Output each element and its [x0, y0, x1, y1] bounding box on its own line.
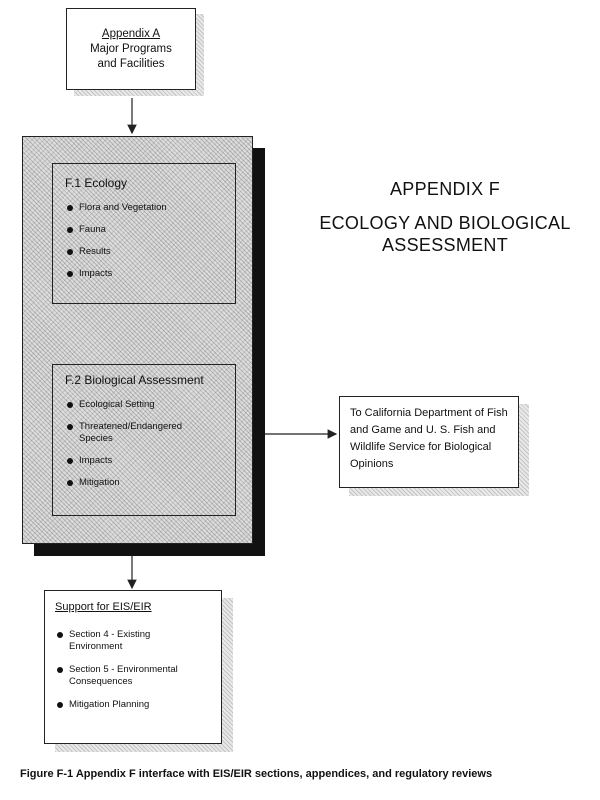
- f1-ecology-box: [52, 163, 236, 304]
- f1-item: Fauna: [65, 224, 225, 236]
- appendix-a-title: Appendix A: [101, 28, 161, 40]
- appendix-a-line1: Major Programs: [90, 43, 172, 55]
- f1-item: Impacts: [65, 268, 225, 280]
- f2-item: Ecological Setting: [65, 399, 225, 411]
- support-item: Mitigation Planning: [55, 699, 213, 711]
- california-box: [339, 396, 519, 488]
- support-title: Support for EIS/EIR: [55, 601, 152, 613]
- appendix-a-box: [66, 8, 196, 90]
- figure-caption: Figure F-1 Appendix F interface with EIS/EIR sections, appendices, and regulatory reviews: [20, 768, 493, 780]
- f2-item: Impacts: [65, 455, 225, 467]
- heading-line1: APPENDIX F: [389, 179, 501, 199]
- f2-item: Threatened/Endangered Species: [65, 421, 209, 445]
- f2-biological-assessment-box: [52, 364, 236, 516]
- heading-line3: ASSESSMENT: [381, 235, 509, 255]
- appendix-heading: [300, 178, 590, 256]
- f1-item: Flora and Vegetation: [65, 202, 225, 214]
- support-list: [55, 629, 213, 711]
- f1-title: F.1 Ecology: [65, 176, 128, 190]
- f2-item: Mitigation: [65, 477, 225, 489]
- california-text: To California Department of Fish and Game and U. S. Fish and Wildlife Service for Biological Opinions: [350, 407, 508, 470]
- f1-item: Results: [65, 246, 225, 258]
- f2-title: F.2 Biological Assessment: [65, 373, 204, 387]
- support-item: Section 4 - Existing Environment: [55, 629, 189, 653]
- appendix-a-line2: and Facilities: [97, 58, 165, 70]
- heading-line2: ECOLOGY AND BIOLOGICAL: [319, 213, 571, 233]
- f2-list: [65, 399, 225, 489]
- f1-list: [65, 202, 225, 280]
- support-eis-eir-box: [44, 590, 222, 744]
- support-item: Section 5 - Environmental Consequences: [55, 664, 209, 688]
